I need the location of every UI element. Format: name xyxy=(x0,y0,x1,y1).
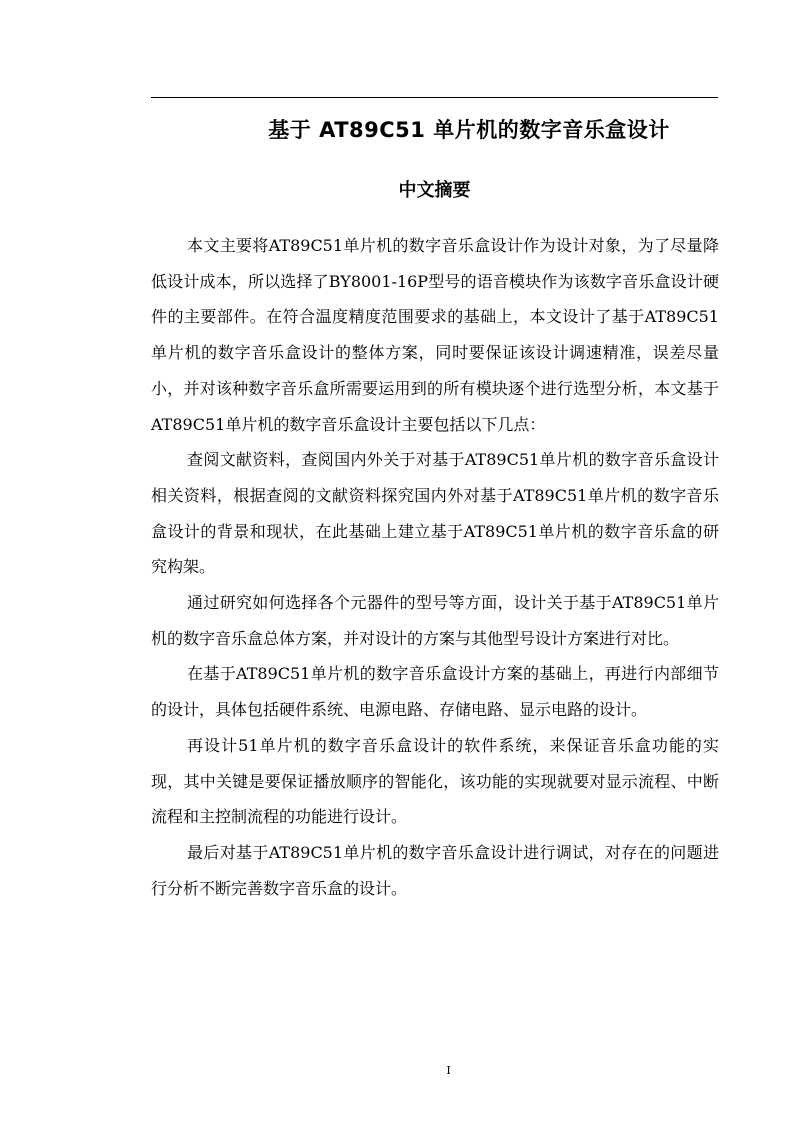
page-number: I xyxy=(446,1064,451,1077)
abstract-heading: 中文摘要 xyxy=(398,180,471,201)
paragraph: 最后对基于AT89C51单片机的数字音乐盒设计进行调试，对存在的问题进行分析不断完善数字音乐盒的设计。 xyxy=(151,842,719,898)
paragraph: 通过研究如何选择各个元器件的型号等方面，设计关于基于AT89C51单片机的数字音乐盒总体方案，并对设计的方案与其他型号设计方案进行对比。 xyxy=(151,593,719,648)
paragraph: 再设计51单片机的数字音乐盒设计的软件系统，来保证音乐盒功能的实现，其中关键是要保证播放顺序的智能化，该功能的实现就要对显示流程、中断流程和主控制流程的功能进行设计。 xyxy=(151,735,719,827)
paragraph: 在基于AT89C51单片机的数字音乐盒设计方案的基础上，再进行内部细节的设计，具体包括硬件系统、电源电路、存储电路、显示电路的设计。 xyxy=(151,664,719,720)
document-title: 基于 AT89C51 单片机的数字音乐盒设计 xyxy=(268,118,670,142)
paragraph: 本文主要将AT89C51单片机的数字音乐盒设计作为设计对象，为了尽量降低设计成本，所以选择了BY8001-16P型号的语音模块作为该数字音乐盒设计硬件的主要部件。在符合温度精度范围要求的基础上，本文设计了基于AT89C51单片机的数字音乐盒设计的整体方案，同时要保证该设计调速精准，误差尽量小，并对该种数字音乐盒所需要运用到的所有模块逐个进行选型分析，本文基于AT89C51单片机的数字音乐盒设计主要包括以下几点： xyxy=(151,236,719,434)
abstract-body xyxy=(151,228,719,906)
header-rule xyxy=(151,97,718,98)
paragraph: 查阅文献资料，查阅国内外关于对基于AT89C51单片机的数字音乐盒设计相关资料，根据查阅的文献资料探究国内外对基于AT89C51单片机的数字音乐盒设计的背景和现状，在此基础上建立基于AT89C51单片机的数字音乐盒的研究构架。 xyxy=(151,450,719,577)
